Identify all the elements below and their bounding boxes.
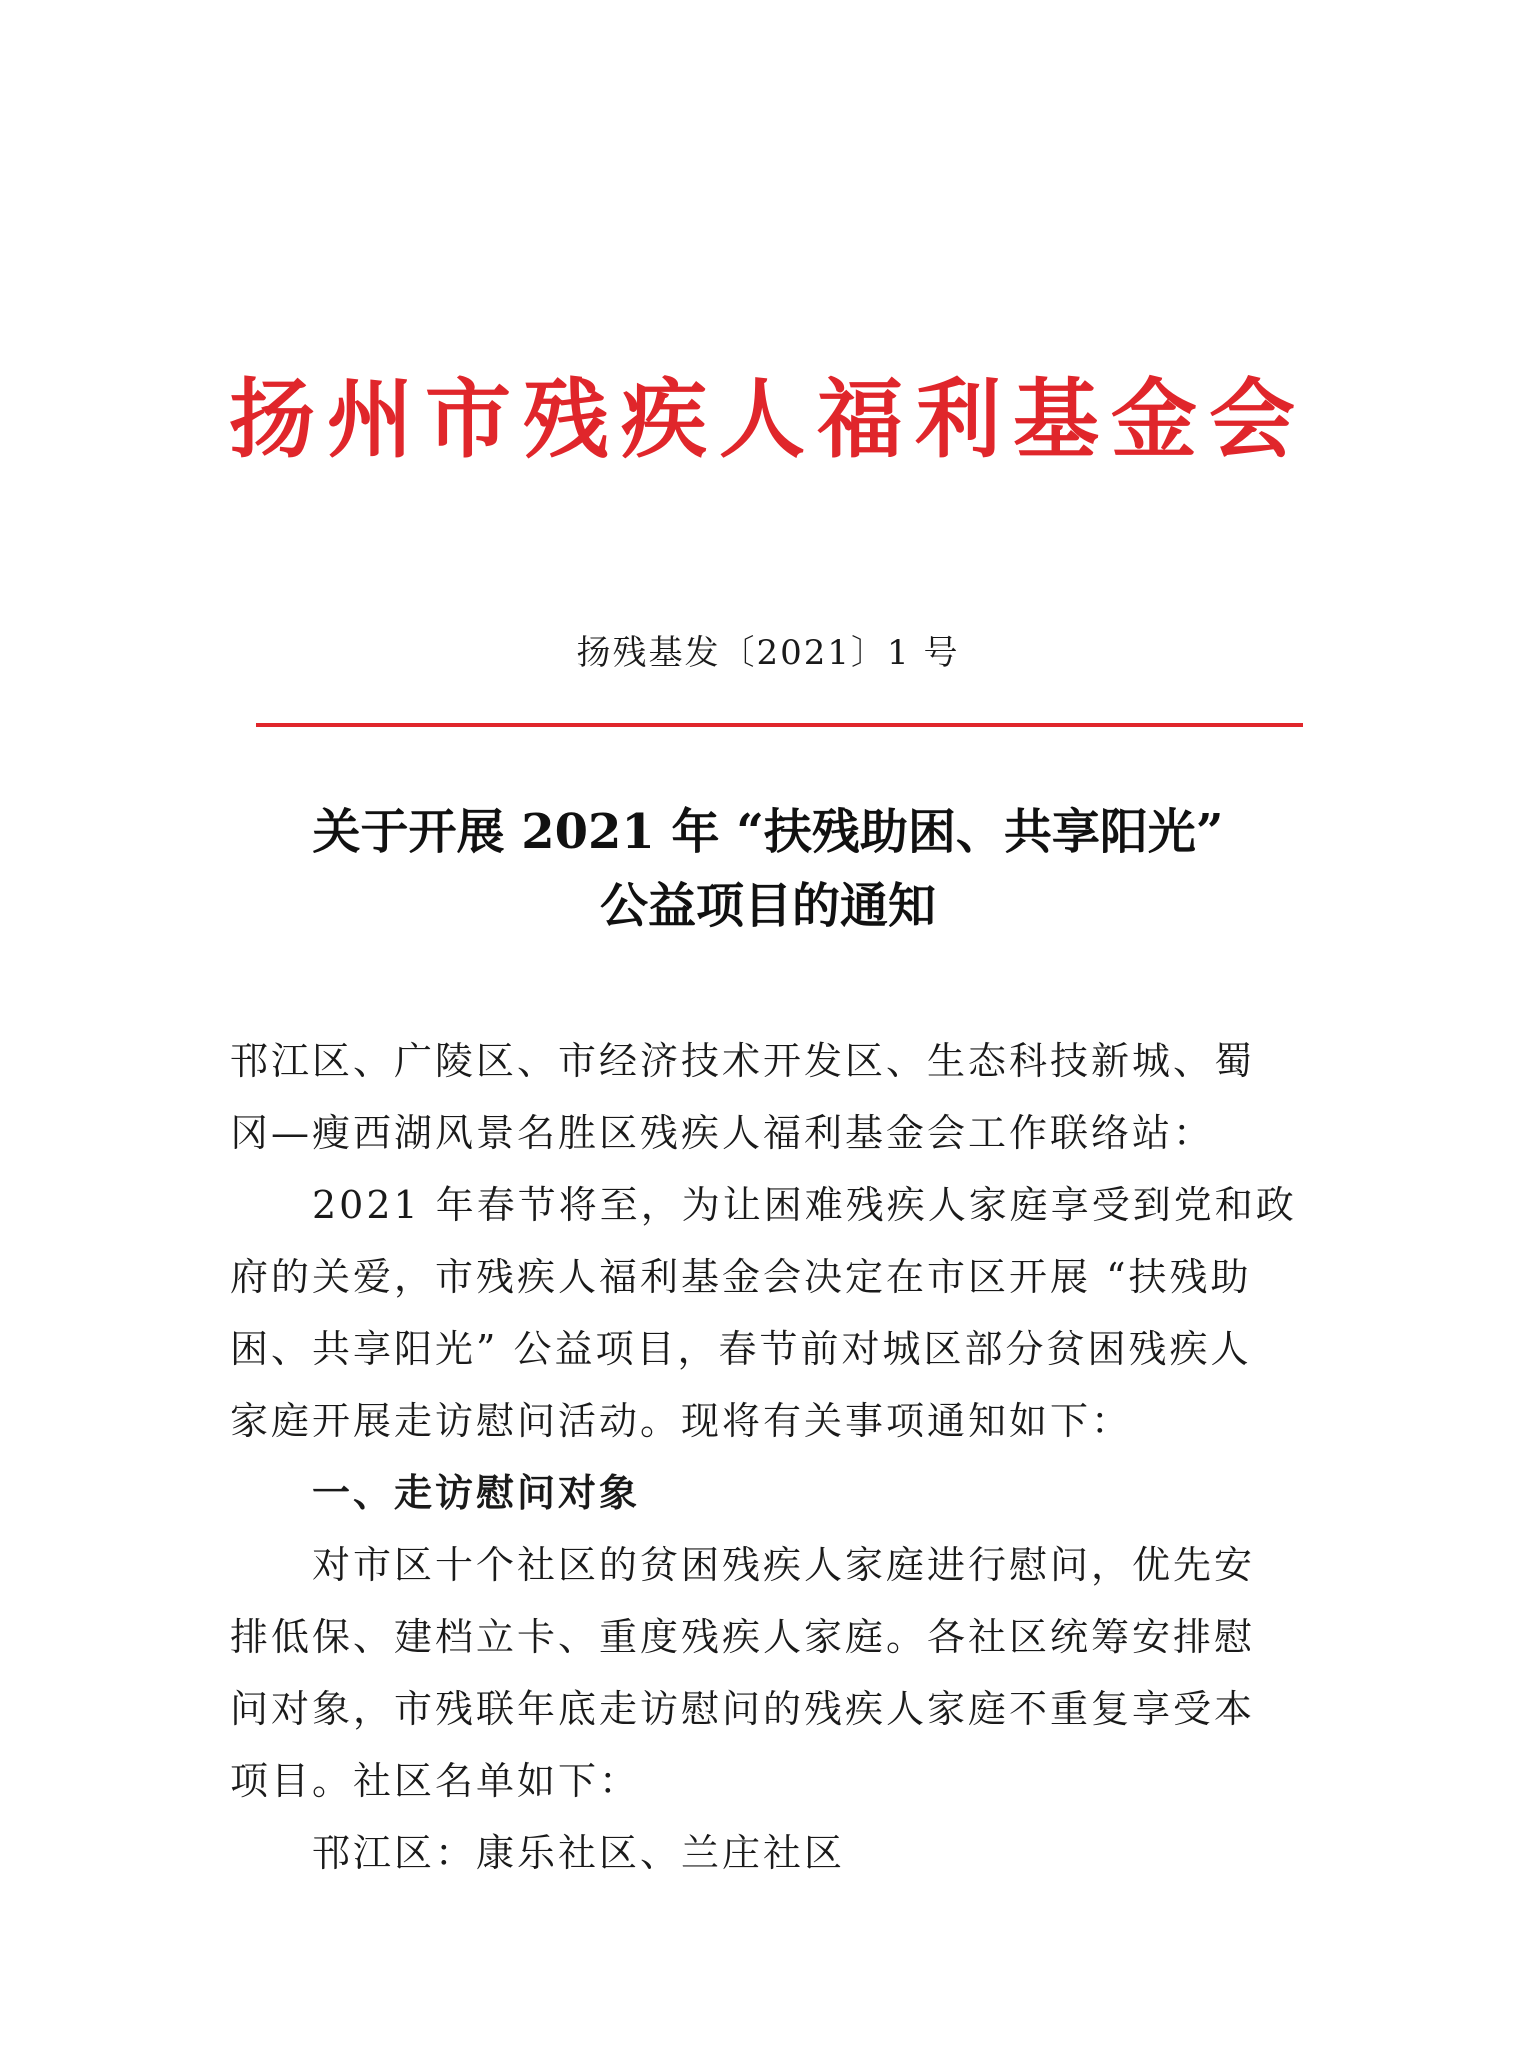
paragraph-2-line-2: 排低保、建档立卡、重度残疾人家庭。各社区统筹安排慰 [230, 1615, 1256, 1659]
document-number: 扬残基发〔2021〕1 号 [576, 633, 960, 673]
title-line-1: 关于开展 2021 年 “扶残助困、共享阳光” [312, 804, 1224, 860]
salutation-line-2: 冈—瘦西湖风景名胜区残疾人福利基金会工作联络站： [230, 1111, 1215, 1155]
document-body [230, 1025, 1310, 1889]
community-list-line: 邗江区：康乐社区、兰庄社区 [312, 1831, 846, 1875]
paragraph-2-line-3: 问对象，市残联年底走访慰问的残疾人家庭不重复享受本 [230, 1687, 1256, 1731]
paragraph-2-line-1: 对市区十个社区的贫困残疾人家庭进行慰问，优先安 [312, 1543, 1256, 1587]
paragraph-2-line-4: 项目。社区名单如下： [230, 1759, 641, 1803]
paragraph-1-line-1: 2021 年春节将至，为让困难残疾人家庭享受到党和政 [312, 1183, 1297, 1227]
paragraph-1-line-3: 困、共享阳光” 公益项目，春节前对城区部分贫困残疾人 [230, 1327, 1252, 1371]
title-line-2: 公益项目的通知 [599, 878, 936, 934]
paragraph-1-line-4: 家庭开展走访慰问活动。现将有关事项通知如下： [230, 1399, 1133, 1443]
red-divider-line [256, 723, 1303, 727]
salutation-line-1: 邗江区、广陵区、市经济技术开发区、生态科技新城、蜀 [230, 1039, 1256, 1083]
document-title [0, 795, 1536, 943]
paragraph-1-line-2: 府的关爱，市残疾人福利基金会决定在市区开展 “扶残助 [230, 1255, 1252, 1299]
organization-header: 扬州市残疾人福利基金会 [229, 369, 1307, 470]
section-1-heading: 一、走访慰问对象 [312, 1471, 641, 1515]
